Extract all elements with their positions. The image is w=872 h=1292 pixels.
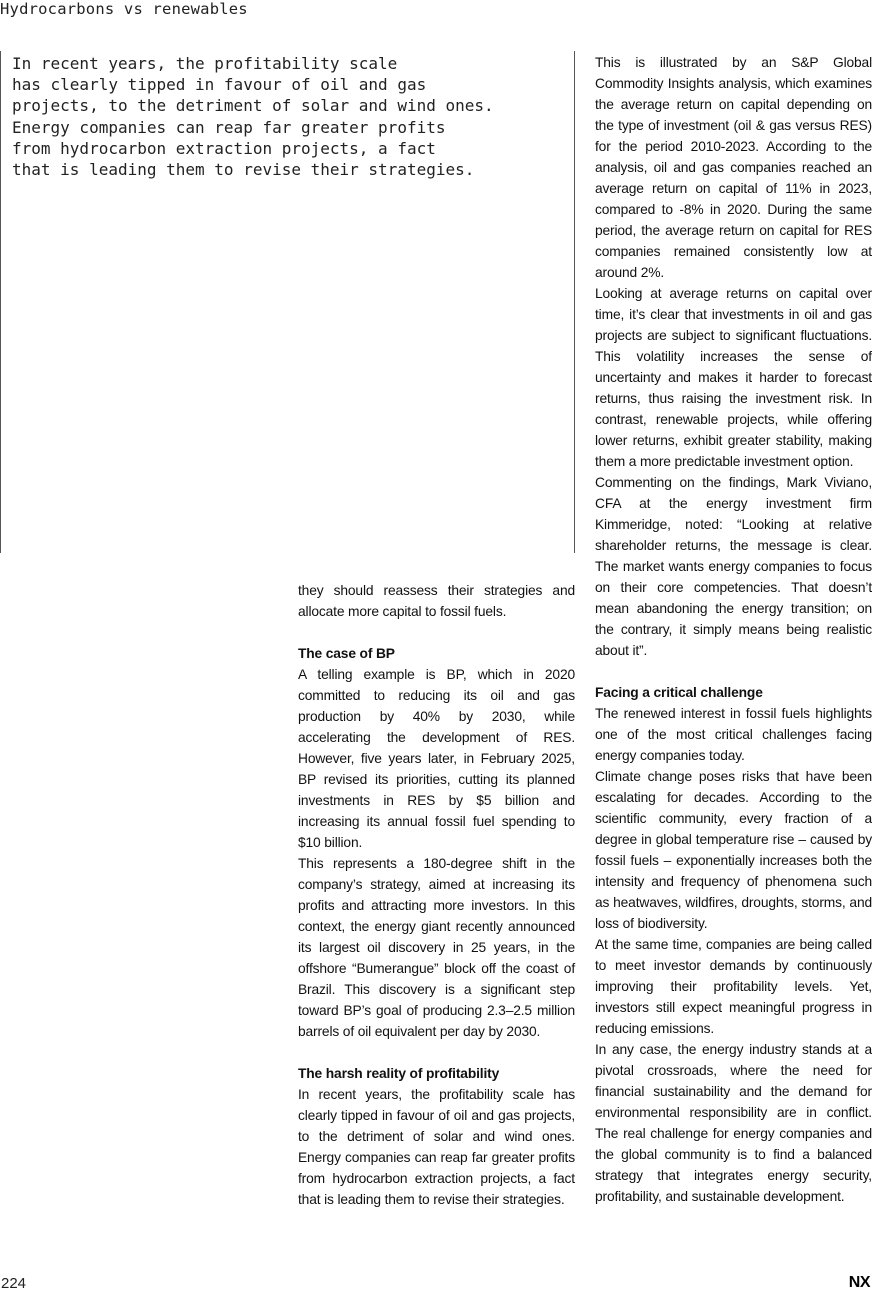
paragraph-viviano-quote: Commenting on the findings, Mark Viviano, CFA at the energy investment firm Kimmeridge, noted: “Looking at relative shareholder returns, the message is clear. The market wants energy companies to focus on their core competencies. That doesn’t mean abandoning the energy transition; on the contrary, it simply means being realistic about it”. — [595, 475, 872, 658]
pull-quote-divider — [574, 51, 575, 553]
paragraph-continuation: they should reassess their strategies and allocate more capital to fossil fuels. — [298, 583, 575, 619]
article-column-right — [595, 52, 872, 1207]
paragraph-crossroads: In any case, the energy industry stands at a pivotal crossroads, where the need for financial sustainability and the demand for environmental responsibility are in conflict. The real challenge for energy companies and the global community is to find a balanced strategy that integrates energy security, profitability, and sustainable development. — [595, 1042, 872, 1204]
running-header: Hydrocarbons vs renewables — [0, 0, 248, 18]
paragraph-bp-commitment: A telling example is BP, which in 2020 committed to reducing its oil and gas production by 40% by 2030, while accelerating the development of RES. However, five years later, in February 2025, BP revised its priorities, cutting its planned investments in RES by $5 billion and increasing its annual fossil fuel spending to $10 billion. — [298, 667, 575, 850]
paragraph-returns-over-time: Looking at average returns on capital over time, it’s clear that investments in oil and gas projects are subject to significant fluctuations. This volatility increases the sense of uncertainty and makes it harder to forecast returns, thus raising the investment risk. In contrast, renewable projects, while offering lower returns, exhibit greater stability, making them a more predictable investment option. — [595, 286, 872, 469]
paragraph-climate-change: Climate change poses risks that have been escalating for decades. According to the scientific community, every fraction of a degree in global temperature rise – caused by fossil fuels – exponentially increases both the intensity and frequency of phenomena such as heatwaves, wildfires, droughts, storms, and loss of biodiversity. — [595, 769, 872, 931]
paragraph-sp-global-analysis: This is illustrated by an S&P Global Commodity Insights analysis, which examines the average return on capital depending on the type of investment (oil & gas versus RES) for the period 2010-2023. According to the analysis, oil and gas companies reached an average return on capital of 11% in 2023, compared to -8% in 2020. During the same period, the average return on capital for RES companies remained consistently low at around 2%. — [595, 55, 872, 280]
paragraph-bp-shift: This represents a 180-degree shift in the company’s strategy, aimed at increasing its profits and attracting more investors. In this context, the energy giant recently announced its largest oil discovery in 25 years, in the offshore “Bumerangue” block off the coast of Brazil. This discovery is a significant step toward BP’s goal of producing 2.3–2.5 million barrels of oil equivalent per day by 2030. — [298, 856, 575, 1039]
subheading-critical-challenge: Facing a critical challenge — [595, 685, 763, 700]
paragraph-renewed-interest: The renewed interest in fossil fuels highlights one of the most critical challenges facing energy companies today. — [595, 706, 872, 763]
pull-quote: In recent years, the profitability scale has clearly tipped in favour of oil and gas projects, to the detriment of solar and wind ones. Energy companies can reap far greater profits from hydrocarbon extraction projects, a fact that is leading them to revise their strategies. — [0, 51, 520, 553]
subheading-case-of-bp: The case of BP — [298, 646, 395, 661]
brand-logo: NX — [848, 1274, 870, 1291]
article-column-middle — [298, 580, 575, 1210]
subheading-profitability: The harsh reality of profitability — [298, 1066, 500, 1081]
paragraph-profitability-scale: In recent years, the profitability scale has clearly tipped in favour of oil and gas projects, to the detriment of solar and wind ones. Energy companies can reap far greater profits from hydrocarbon extraction projects, a fact that is leading them to revise their strategies. — [298, 1087, 575, 1207]
paragraph-investor-demands: At the same time, companies are being called to meet investor demands by continuously improving their profitability levels. Yet, investors still expect meaningful progress in reducing emissions. — [595, 937, 872, 1036]
page-number: 224 — [1, 1275, 27, 1292]
